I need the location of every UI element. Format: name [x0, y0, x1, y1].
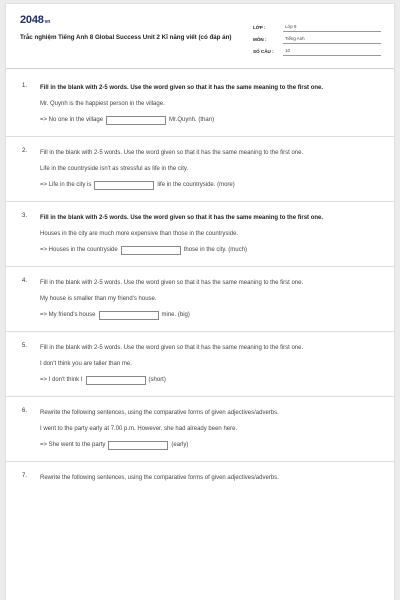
question-list	[6, 72, 394, 514]
answer-input[interactable]	[106, 116, 166, 125]
question-3	[6, 202, 394, 267]
worksheet-page	[6, 4, 394, 600]
answer-prefix: => No one in the village	[40, 117, 104, 123]
meta-count-value: 10	[283, 48, 381, 56]
worksheet-meta	[253, 20, 381, 56]
question-sentence: I don't think you are taller than me.	[40, 361, 132, 367]
question-4	[6, 267, 394, 332]
answer-input[interactable]	[94, 181, 154, 190]
question-prompt: Fill in the blank with 2-5 words. Use the word given so that it has the same meaning to the first one.	[40, 85, 324, 91]
header-divider	[6, 68, 394, 69]
worksheet-title: Trắc nghiệm Tiếng Anh 8 Global Success Unit 2 Kĩ năng viết (có đáp án)	[20, 34, 232, 41]
answer-prefix: => Houses in the countryside	[40, 247, 118, 253]
answer-line	[40, 245, 380, 255]
answer-suffix: life in the countryside. (more)	[157, 182, 235, 188]
meta-subject-value: Tiếng Anh	[283, 36, 381, 44]
question-sentence: Life in the countryside isn't as stressful as life in the city.	[40, 166, 189, 172]
question-prompt: Rewrite the following sentences, using the comparative forms of given adjectives/adverbs.	[40, 475, 279, 481]
answer-suffix: mine. (big)	[161, 312, 190, 318]
question-number: 3.	[22, 213, 28, 219]
question-prompt: Fill in the blank with 2-5 words. Use the word given so that it has the same meaning to the first one.	[40, 280, 304, 286]
question-sentence: I went to the party early at 7.00 p.m. However, she had already been here.	[40, 426, 238, 432]
answer-suffix: (early)	[171, 442, 189, 448]
question-prompt: Fill in the blank with 2-5 words. Use the word given so that it has the same meaning to the first one.	[40, 150, 304, 156]
answer-line	[40, 115, 380, 125]
question-6	[6, 397, 394, 462]
question-continuation	[20, 483, 380, 503]
question-prompt: Fill in the blank with 2-5 words. Use the word given so that it has the same meaning to the first one.	[40, 215, 324, 221]
meta-subject-label: MÔN :	[253, 37, 267, 42]
meta-class-label: LỚP :	[253, 25, 266, 30]
meta-count-label: SỐ CÂU :	[253, 49, 274, 54]
answer-suffix: those in the city. (much)	[183, 247, 247, 253]
answer-prefix: => My friend's house	[40, 312, 96, 318]
answer-prefix: => Life in the city is	[40, 182, 92, 188]
worksheet-header	[6, 4, 394, 66]
meta-subject	[253, 32, 381, 44]
answer-prefix: => I don't think I	[40, 377, 83, 383]
question-number: 7.	[22, 473, 28, 479]
answer-suffix: (short)	[148, 377, 166, 383]
logo-suffix: vn	[44, 19, 51, 25]
answer-prefix: => She went to the party	[40, 442, 106, 448]
answer-line	[40, 180, 380, 190]
question-number: 6.	[22, 408, 28, 414]
answer-line	[40, 440, 380, 450]
meta-class-value: Lớp 8	[283, 24, 381, 32]
question-number: 4.	[22, 278, 28, 284]
logo-text: 2048	[20, 14, 44, 26]
question-sentence: Houses in the city are much more expensive than those in the countryside.	[40, 231, 239, 237]
answer-suffix: Mr.Quynh. (than)	[169, 117, 215, 123]
answer-input[interactable]	[121, 246, 181, 255]
meta-class	[253, 20, 381, 32]
question-number: 1.	[22, 83, 28, 89]
question-prompt: Fill in the blank with 2-5 words. Use the word given so that it has the same meaning to the first one.	[40, 345, 304, 351]
question-7	[6, 462, 394, 514]
question-number: 5.	[22, 343, 28, 349]
answer-input[interactable]	[99, 311, 159, 320]
question-5	[6, 332, 394, 397]
answer-input[interactable]	[108, 441, 168, 450]
question-1	[6, 72, 394, 137]
question-sentence: My house is smaller than my friend's house.	[40, 296, 157, 302]
meta-count	[253, 44, 381, 56]
question-2	[6, 137, 394, 202]
question-prompt: Rewrite the following sentences, using the comparative forms of given adjectives/adverbs.	[40, 410, 279, 416]
site-logo[interactable]	[20, 14, 50, 26]
answer-line	[40, 310, 380, 320]
question-number: 2.	[22, 148, 28, 154]
answer-input[interactable]	[86, 376, 146, 385]
question-sentence: Mr. Quynh is the happiest person in the village.	[40, 101, 165, 107]
answer-line	[40, 375, 380, 385]
